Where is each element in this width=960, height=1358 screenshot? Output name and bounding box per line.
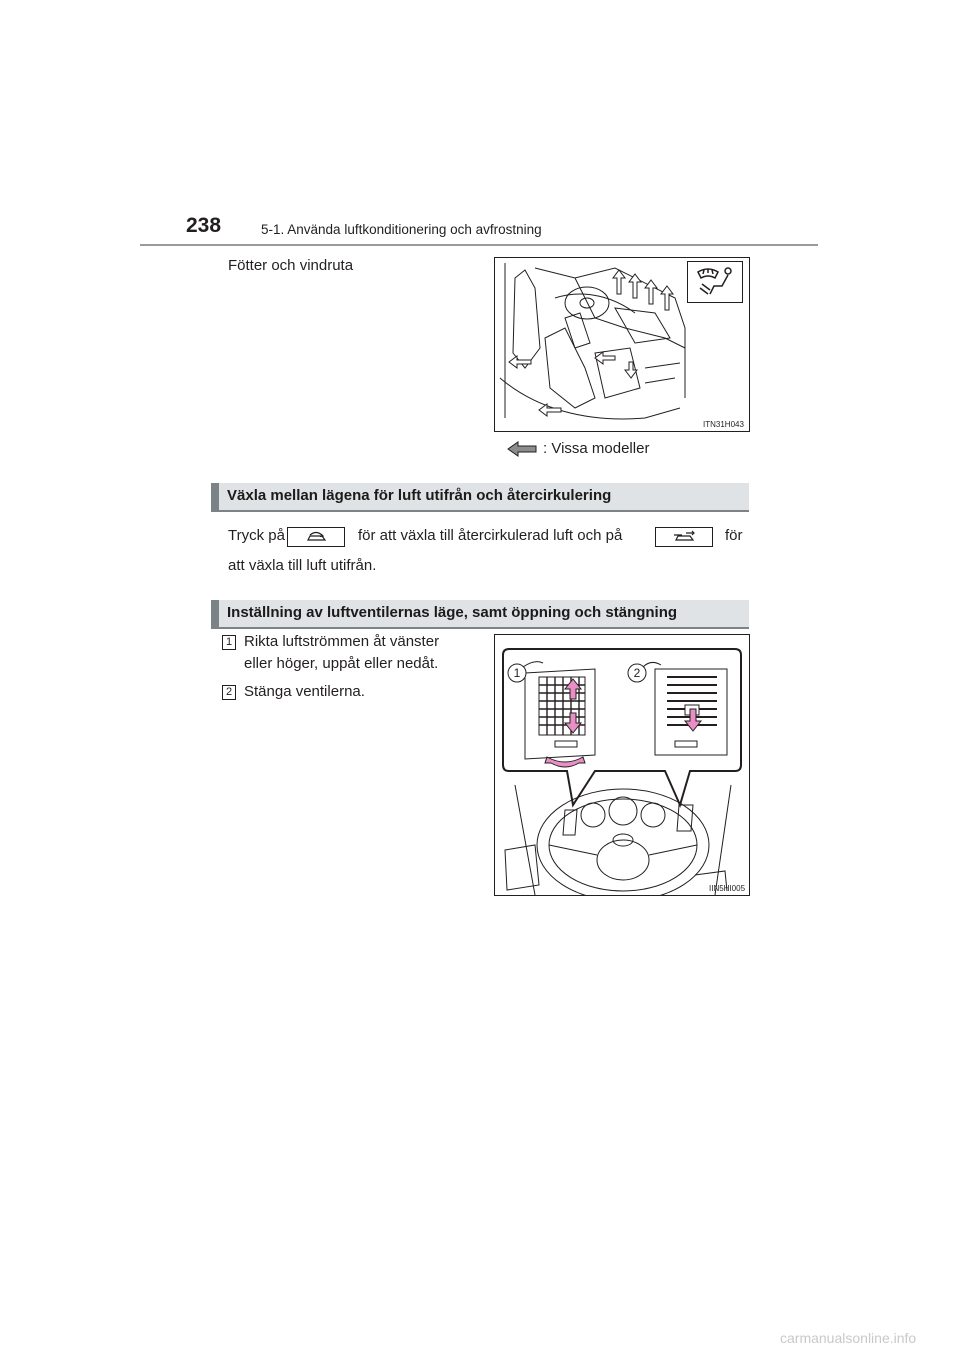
legend-text: : Vissa modeller: [543, 440, 650, 457]
step-number-1: 1: [222, 635, 236, 650]
recirc-text-3: för: [725, 527, 743, 544]
recirc-text-2: för att växla till återcirkulerad luft och på: [358, 527, 623, 544]
vents-heading-text: Inställning av luftventilernas läge, samt öppning och stängning: [227, 604, 678, 621]
vents-section-heading: [211, 600, 749, 627]
vents-figure-code: IIN5HI005: [709, 884, 746, 893]
optional-airflow-arrow-icon: [506, 441, 538, 457]
recirc-text-1: Tryck på: [228, 527, 285, 544]
figure-code: ITN31H043: [703, 420, 744, 429]
footer-watermark: carmanualsonline.info: [780, 1330, 917, 1346]
dashboard-vents-illustration: [495, 635, 750, 896]
cabin-airflow-figure: [494, 257, 750, 432]
step-1-line2: eller höger, uppåt eller nedåt.: [244, 655, 439, 672]
vent-adjustment-figure: [494, 634, 750, 896]
callout-1: 1: [513, 666, 521, 680]
recirculated-air-icon: [287, 527, 345, 547]
outside-air-icon: [655, 527, 713, 547]
step-1-line1: Rikta luftströmmen åt vänster: [244, 633, 440, 650]
recirculation-section-heading: [211, 483, 749, 510]
callout-2: 2: [633, 666, 641, 680]
section-title: 5-1. Använda luftkonditionering och avfrostning: [261, 222, 542, 237]
feet-windshield-label: Fötter och vindruta: [228, 257, 354, 274]
step-2-text: Stänga ventilerna.: [244, 683, 365, 700]
step-number-2: 2: [222, 685, 236, 700]
recirculation-heading-text: Växla mellan lägena för luft utifrån och återcirkulering: [227, 487, 612, 504]
defrost-feet-icon: [687, 261, 743, 303]
recirc-text-line2: att växla till luft utifrån.: [228, 557, 377, 574]
header-divider: [140, 244, 818, 246]
page-number: 238: [186, 214, 222, 237]
